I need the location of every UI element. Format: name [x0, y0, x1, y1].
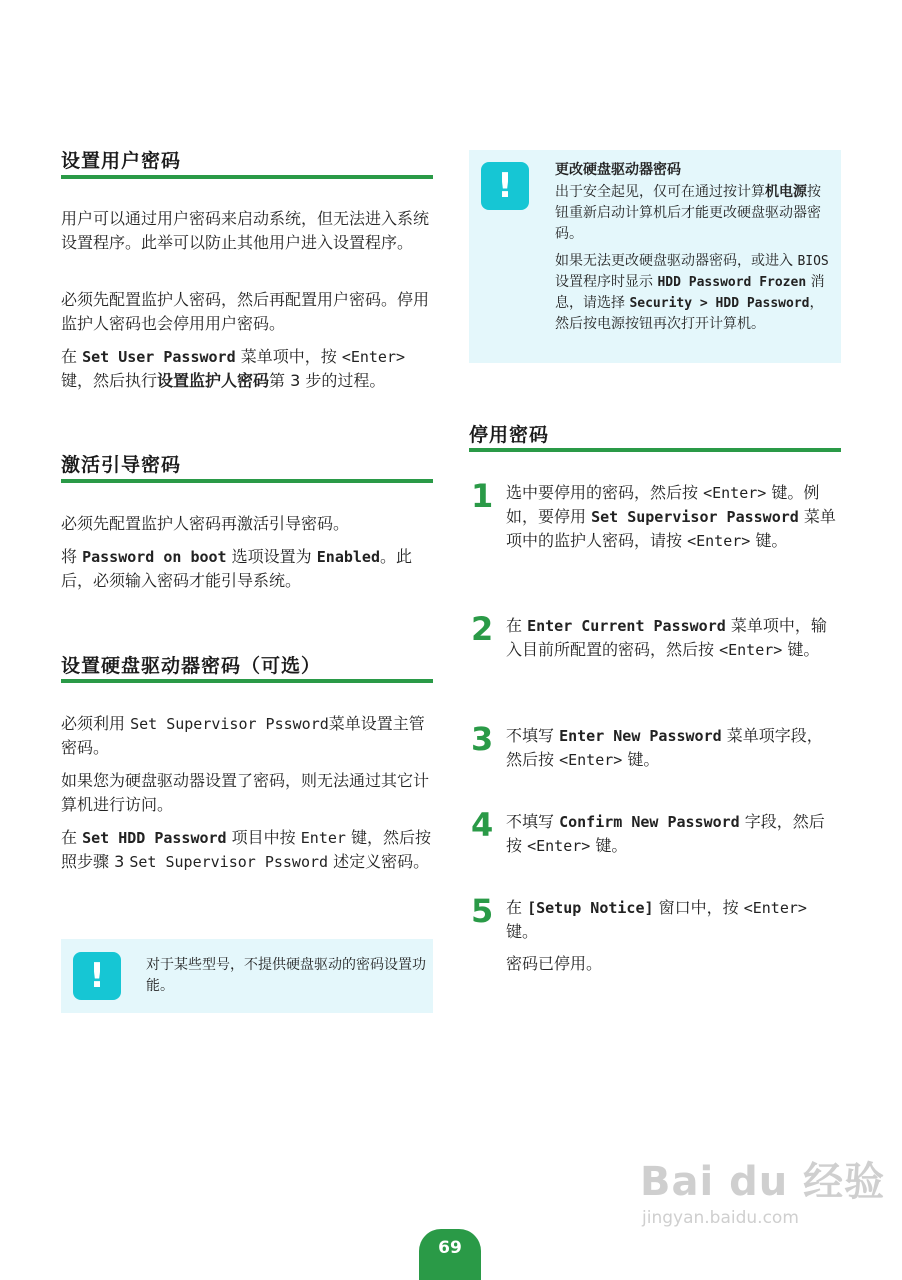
text: 设置程序时显示 [555, 274, 658, 290]
menu-item-name: Enter Current Password [527, 617, 726, 635]
text: 在 [61, 347, 83, 366]
window-name: [Setup Notice] [527, 899, 654, 917]
key-name: Enter [300, 829, 346, 847]
step-text [506, 614, 836, 662]
paragraph: 用户可以通过用户密码来启动系统，但无法进入系统设置程序。此举可以防止其他用户进入设置程序。 [61, 209, 430, 252]
exclamation-icon: ! [73, 952, 121, 1000]
section-title: 设置硬盘驱动器密码（可选） [61, 655, 322, 677]
text: 窗口中，按 [653, 898, 744, 917]
text: 键。 [506, 922, 539, 941]
key-name: <Enter> [703, 484, 767, 502]
text: 菜单设置主管密码。 [61, 714, 425, 757]
emphasis: 机电源 [765, 184, 807, 200]
note-text: 对于某些型号，不提供硬盘驱动的密码设置功能。 [146, 957, 426, 994]
note-box-hdd-password [469, 150, 841, 363]
text: 。此后，必须输入密码才能引导系统。 [61, 547, 413, 590]
section-divider [61, 479, 433, 483]
key-name: <Enter> [341, 348, 406, 366]
step-number: 2 [471, 610, 494, 648]
section-title: 停用密码 [469, 424, 550, 446]
text: 键。 [590, 836, 628, 855]
note-paragraph [555, 182, 831, 245]
paragraph: 如果您为硬盘驱动器设置了密码，则无法通过其它计算机进行访问。 [61, 771, 430, 814]
note-paragraph [555, 251, 831, 335]
step-text [506, 810, 836, 858]
step-result: 密码已停用。 [506, 954, 603, 973]
section-divider [469, 448, 841, 452]
key-name: <Enter> [527, 837, 591, 855]
step-text [506, 481, 836, 553]
text: 字段，然后按 [506, 812, 825, 855]
key-name: <Enter> [687, 532, 751, 550]
text: 不填写 [506, 726, 560, 745]
section-divider [61, 175, 433, 179]
text: 按钮重新启动计算机后才能更改硬盘驱动器密码。 [555, 184, 821, 242]
text: 键。 [782, 640, 820, 659]
watermark-brand: Bai du 经验 [640, 1159, 886, 1205]
step-text [506, 724, 836, 772]
text: 选中要停用的密码，然后按 [506, 483, 704, 502]
text: 菜单项中，按 [235, 347, 342, 366]
text: 第 3 步的过程。 [269, 371, 386, 390]
paragraph: 必须先配置监护人密码再激活引导密码。 [61, 514, 350, 533]
note-box [61, 939, 433, 1013]
text: 不填写 [506, 812, 560, 831]
step-number: 5 [471, 892, 494, 930]
text: 如果无法更改硬盘驱动器密码，或进入 [555, 253, 798, 269]
paragraph [61, 826, 433, 874]
section-title: 设置用户密码 [61, 150, 182, 172]
watermark-url: jingyan.baidu.com [642, 1208, 799, 1228]
text: 键。例如，要停用 [506, 483, 820, 526]
menu-path: Security > HDD Password [629, 296, 810, 311]
message-name: HDD Password Frozen [657, 275, 807, 290]
paragraph [61, 712, 433, 760]
text: 键。 [750, 531, 788, 550]
item-name: Set HDD Password [82, 829, 227, 847]
text: 述定义密码。 [328, 852, 430, 871]
paragraph [61, 345, 433, 393]
note-title: 更改硬盘驱动器密码 [555, 162, 681, 178]
text: 菜单项中，输入目前所配置的密码，然后按 [506, 616, 827, 659]
text: 出于安全起见，仅可在通过按计算 [555, 184, 765, 200]
key-name: <Enter> [743, 899, 807, 917]
step-number: 1 [471, 477, 494, 515]
menu-item-name: Set Supervisor Pssword [129, 853, 329, 871]
menu-item-name: Set Supervisor Pssword [130, 715, 329, 733]
emphasis: 设置监护人密码 [157, 371, 270, 390]
step-number: 3 [471, 720, 494, 758]
text: 选项设置为 [226, 547, 317, 566]
field-name: Confirm New Password [559, 813, 740, 831]
text: 菜单项字段，然后按 [506, 726, 823, 769]
text: 键。 [622, 750, 660, 769]
text: 将 [61, 547, 83, 566]
text: 在 [506, 898, 528, 917]
paragraph [61, 545, 433, 593]
text: 必须利用 [61, 714, 131, 733]
watermark [640, 1150, 886, 1228]
paragraph: 必须先配置监护人密码，然后再配置用户密码。停用监护人密码也会停用用户密码。 [61, 290, 430, 333]
section-title: 激活引导密码 [61, 454, 182, 476]
exclamation-icon: ! [481, 162, 529, 210]
text: 消息，请选择 [555, 274, 825, 311]
page-number: 69 [419, 1229, 481, 1280]
menu-item-name: Set User Password [82, 348, 236, 366]
menu-item-name: Enter New Password [559, 727, 722, 745]
step-text [506, 896, 836, 944]
text: ，然后按电源按钮再次打开计算机。 [555, 295, 824, 332]
menu-item-name: Set Supervisor Password [591, 508, 799, 526]
text: BIOS [797, 254, 829, 269]
step-number: 4 [471, 806, 494, 844]
key-name: <Enter> [719, 641, 783, 659]
option-value: Enabled [316, 548, 380, 566]
text: 键，然后按照步骤 3 [61, 828, 432, 871]
text: 菜单项中的监护人密码，请按 [506, 507, 836, 550]
text: 项目中按 [226, 828, 301, 847]
section-divider [61, 679, 433, 683]
text: 在 [506, 616, 528, 635]
text: 键，然后执行 [61, 371, 158, 390]
text: 在 [61, 828, 83, 847]
option-name: Password on boot [82, 548, 227, 566]
key-name: <Enter> [559, 751, 623, 769]
